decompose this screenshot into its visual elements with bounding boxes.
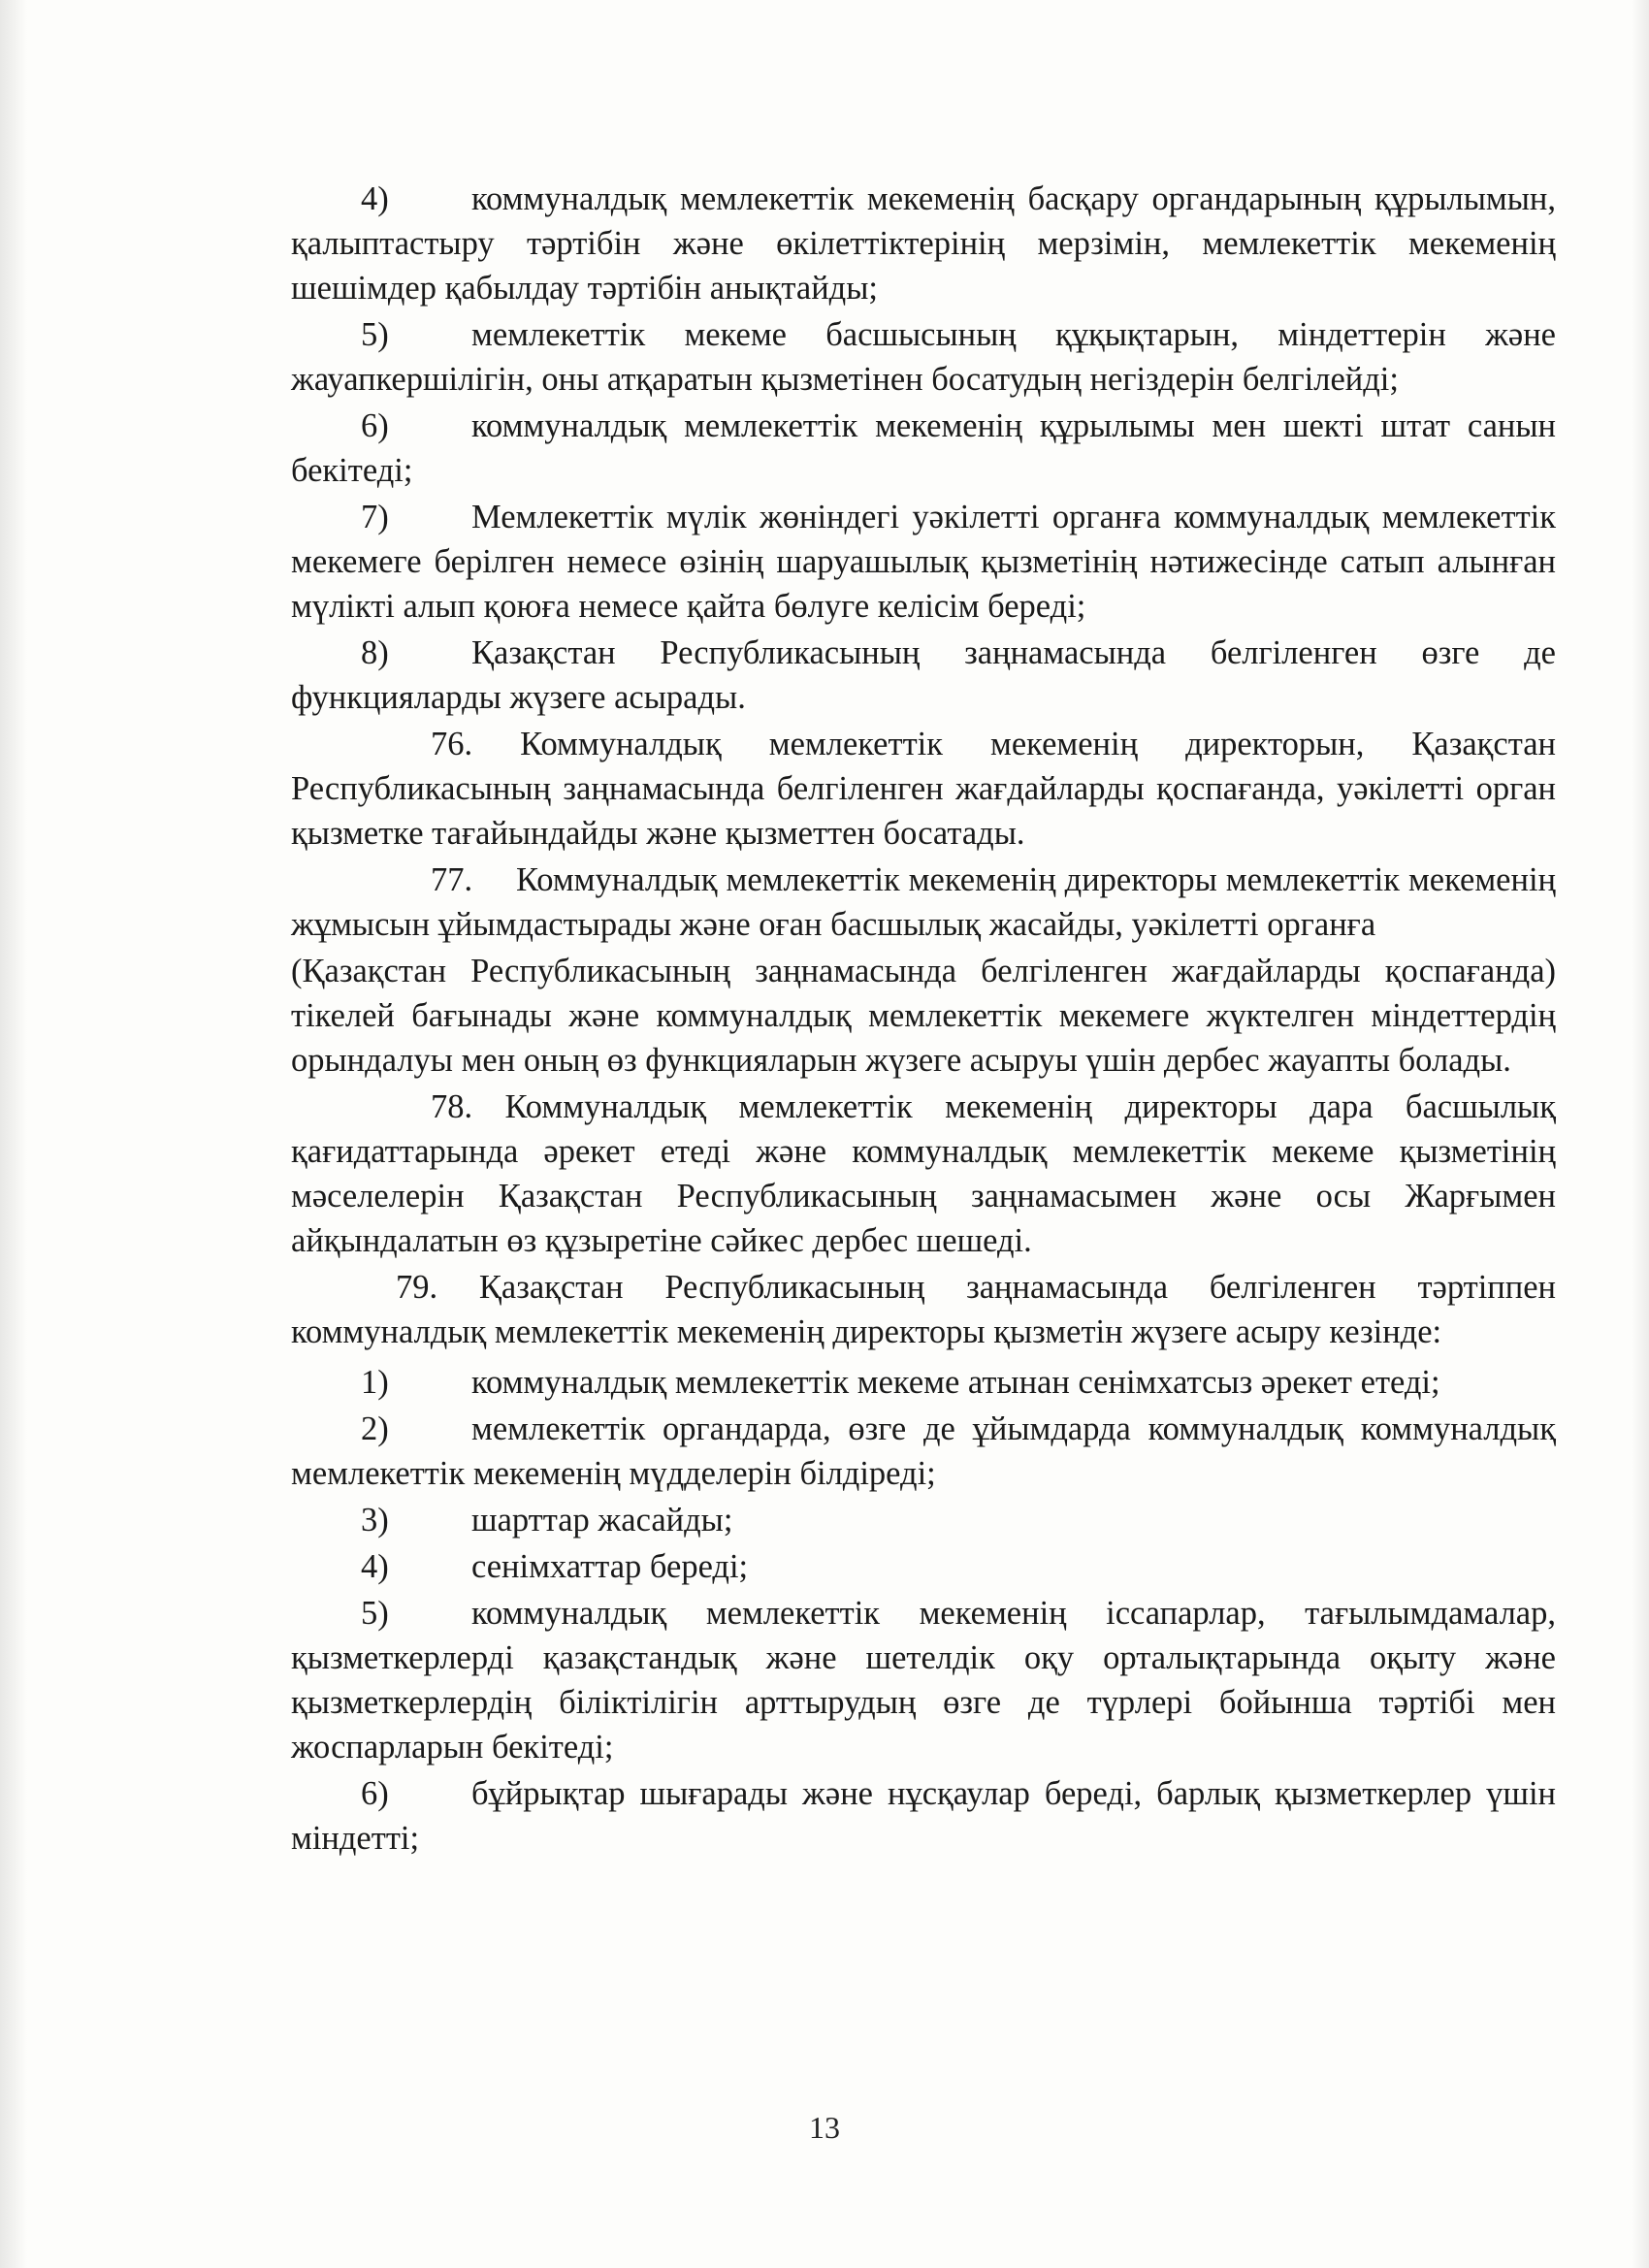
clause-text: Қазақстан Республикасының заңнамасында белгіленген тәртіппен коммуналдық мемлекеттік мекеменің директоры қызметін жүзеге асыру кезінде: (291, 1269, 1556, 1350)
subitem-number: 3) (361, 1502, 389, 1539)
subitem-79-3 (291, 1498, 1556, 1542)
subitem-number: 4) (361, 1548, 389, 1585)
subitem-text: шарттар жасайды; (471, 1502, 733, 1539)
subitem-79-4 (291, 1544, 1556, 1589)
subitem-7 (291, 495, 1556, 629)
subitem-text: коммуналдық мемлекеттік мекеме атынан сенімхатсыз әрекет етеді; (471, 1364, 1440, 1401)
subitem-number: 6) (361, 407, 389, 444)
clause-number: 79. (396, 1269, 438, 1306)
subitem-4 (291, 177, 1556, 310)
clause-77-continuation (291, 949, 1556, 1083)
subitem-number: 2) (361, 1410, 389, 1447)
subitem-79-5 (291, 1591, 1556, 1769)
subitem-number: 6) (361, 1775, 389, 1812)
clause-79 (291, 1265, 1556, 1354)
subitem-79-6 (291, 1771, 1556, 1861)
clause-78 (291, 1085, 1556, 1263)
subitem-text: мемлекеттік мекеме басшысының құқықтарын, міндеттерін және жауапкершілігін, оны атқаратын қызметінен босатудың негіздерін белгілейді; (291, 316, 1556, 398)
subitem-5 (291, 312, 1556, 402)
subitem-6 (291, 404, 1556, 493)
clause-text: Коммуналдық мемлекеттік мекеменің директоры мемлекеттік мекеменің жұмысын ұйымдастырады және оған басшылық жасайды, уәкілетті органға (291, 861, 1556, 943)
subitem-text: сенімхаттар береді; (471, 1548, 749, 1585)
subitem-8 (291, 631, 1556, 720)
clause-number: 78. (431, 1088, 473, 1125)
subitem-79-1 (291, 1360, 1556, 1405)
subitem-text: коммуналдық мемлекеттік мекеменің іссапарлар, тағылымдамалар, қызметкерлерді қазақстандық және шетелдік оқу орталықтарында оқыту және қызметкерлердің біліктілігін арттырудың өзге де түрлері бойынша тәртібі мен жоспарларын бекітеді; (291, 1595, 1556, 1766)
subitem-text: Қазақстан Республикасының заңнамасында белгіленген өзге де функцияларды жүзеге асырады. (291, 634, 1556, 716)
subitem-number: 4) (361, 180, 389, 217)
subitem-text: мемлекеттік органдарда, өзге де ұйымдарда коммуналдық коммуналдық мемлекеттік мекеменің мүдделерін білдіреді; (291, 1410, 1556, 1492)
clause-number: 77. (431, 861, 473, 898)
clause-76 (291, 722, 1556, 856)
clause-text: (Қазақстан Республикасының заңнамасында белгіленген жағдайларды қоспағанда) тікелей бағынады және коммуналдық мемлекеттік мекемеге жүктелген міндеттердің орындалуы мен оның өз функцияларын жүзеге асыруы үшін дербес жауапты болады. (291, 953, 1556, 1079)
subitem-number: 1) (361, 1364, 389, 1401)
clause-text: Коммуналдық мемлекеттік мекеменің директорын, Қазақстан Республикасының заңнамасында белгіленген жағдайларды қоспағанда, уәкілетті орган қызметке тағайындайды және қызметтен босатады. (291, 726, 1556, 852)
subitem-text: коммуналдық мемлекеттік мекеменің басқару органдарының құрылымын, қалыптастыру тәртібін және өкілеттіктерінің мерзімін, мемлекеттік мекеменің шешімдер қабылдау тәртібін анықтайды; (291, 180, 1556, 307)
subitem-text: бұйрықтар шығарады және нұсқаулар береді, барлық қызметкерлер үшін міндетті; (291, 1775, 1556, 1857)
document-body (291, 177, 1556, 1863)
subitem-text: Мемлекеттік мүлік жөніндегі уәкілетті органға коммуналдық мемлекеттік мекемеге берілген немесе өзінің шаруашылық қызметінің нәтижесінде сатып алынған мүлікті алып қоюға немесе қайта бөлуге келісім береді; (291, 499, 1556, 625)
subitem-79-2 (291, 1407, 1556, 1496)
clause-text: Коммуналдық мемлекеттік мекеменің директоры дара басшылық қағидаттарында әрекет етеді және коммуналдық мемлекеттік мекеме қызметінің мәселелерін Қазақстан Республикасының заңнамасымен және осы Жарғымен айқындалатын өз құзыретіне сәйкес дербес шешеді. (291, 1088, 1556, 1259)
clause-77 (291, 858, 1556, 947)
subitem-number: 5) (361, 316, 389, 353)
subitem-number: 8) (361, 634, 389, 671)
page-number: 13 (809, 2110, 840, 2145)
subitem-text: коммуналдық мемлекеттік мекеменің құрылымы мен шекті штат санын бекітеді; (291, 407, 1556, 489)
subitem-number: 5) (361, 1595, 389, 1632)
subitem-number: 7) (361, 499, 389, 535)
clause-number: 76. (431, 726, 473, 762)
